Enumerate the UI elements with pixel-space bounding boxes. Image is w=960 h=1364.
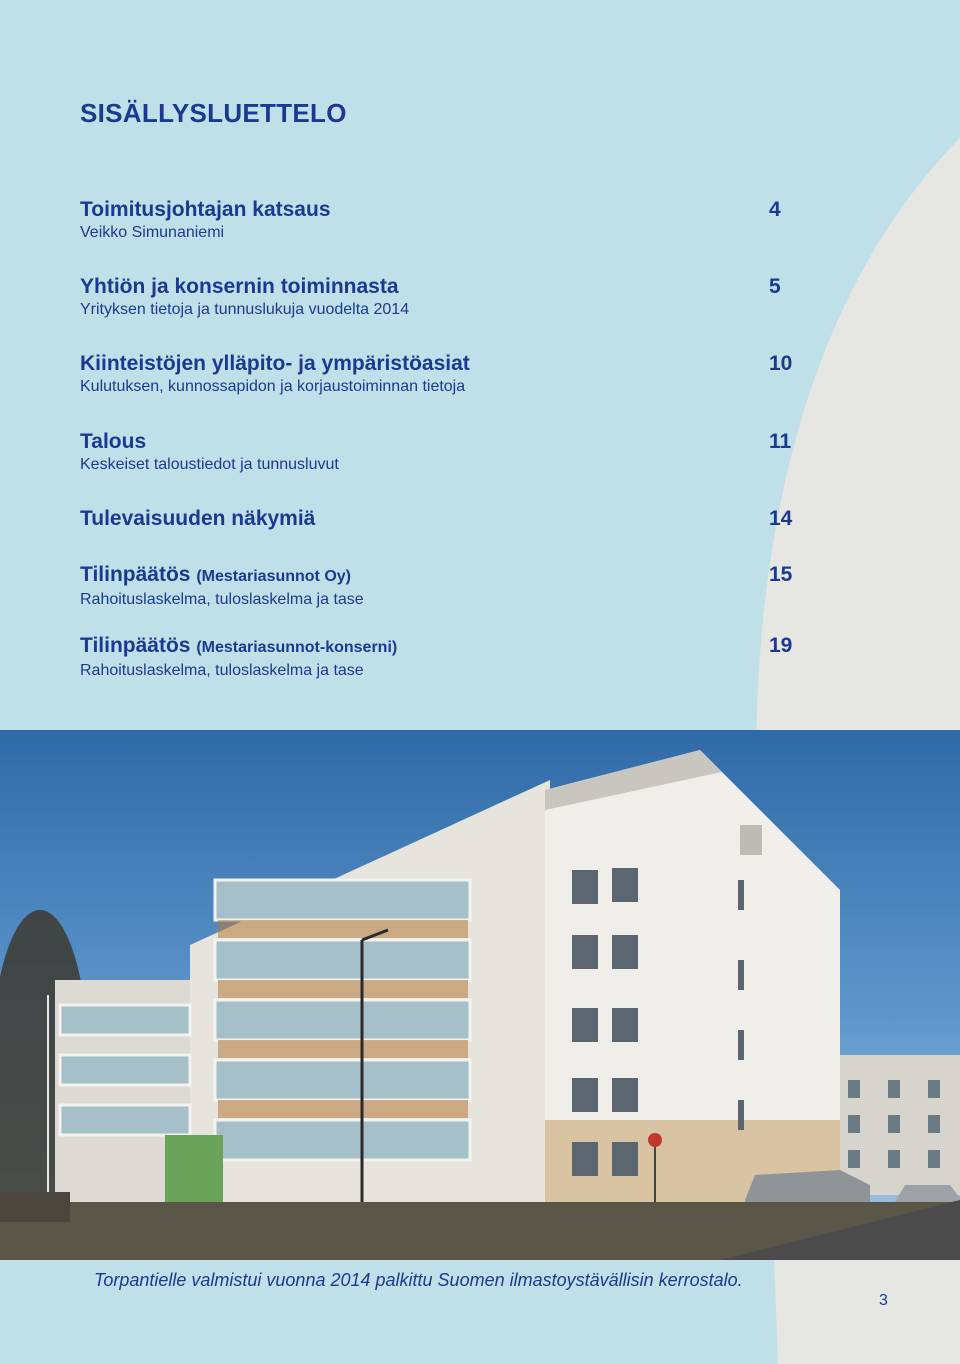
toc-entry-page-number: 10 bbox=[769, 352, 793, 375]
toc-entry-subtitle: Veikko Simunaniemi bbox=[80, 224, 225, 241]
page-number: 3 bbox=[879, 1292, 888, 1309]
toc-entry-subtitle: Rahoituslaskelma, tuloslaskelma ja tase bbox=[80, 591, 364, 608]
toc-entry bbox=[80, 507, 800, 531]
toc-entry-heading: Talous bbox=[80, 430, 147, 453]
toc-entry-heading-main: Tilinpäätös bbox=[80, 563, 191, 586]
toc-entry-subtitle: Yrityksen tietoja ja tunnuslukuja vuodelta 2014 bbox=[80, 301, 410, 318]
page-title: SISÄLLYSLUETTELO bbox=[80, 98, 347, 128]
toc-entry bbox=[80, 563, 800, 611]
toc-entry-heading-main: Tilinpäätös bbox=[80, 634, 191, 657]
toc-entry-subtitle: Keskeiset taloustiedot ja tunnusluvut bbox=[80, 456, 339, 473]
toc-entry-subtitle: Kulutuksen, kunnossapidon ja korjaustoiminnan tietoja bbox=[80, 378, 466, 395]
toc-entry-page-number: 4 bbox=[769, 198, 781, 221]
toc-entry bbox=[80, 275, 800, 321]
toc-entry-heading: Yhtiön ja konsernin toiminnasta bbox=[80, 275, 399, 298]
toc-entry-subtitle: Rahoituslaskelma, tuloslaskelma ja tase bbox=[80, 662, 364, 679]
toc-entry-heading: Toimitusjohtajan katsaus bbox=[80, 198, 331, 221]
toc-entry bbox=[80, 634, 800, 682]
toc-entry-heading bbox=[80, 563, 800, 589]
toc-entry-heading-detail: (Mestariasunnot Oy) bbox=[196, 568, 351, 585]
toc-entry-page-number: 5 bbox=[769, 275, 781, 298]
toc-entry bbox=[80, 198, 800, 244]
toc-entry-heading: Tulevaisuuden näkymiä bbox=[80, 507, 316, 530]
toc-entry-heading-detail: (Mestariasunnot-konserni) bbox=[196, 639, 398, 656]
toc-entry bbox=[80, 430, 800, 476]
toc-entry bbox=[80, 352, 800, 398]
toc-entry-page-number: 14 bbox=[769, 507, 793, 530]
toc-entry-page-number: 15 bbox=[769, 563, 793, 586]
building-photo bbox=[0, 730, 960, 1260]
toc-entry-heading: Kiinteistöjen ylläpito- ja ympäristöasiat bbox=[80, 352, 470, 375]
toc-entry-page-number: 11 bbox=[769, 430, 792, 453]
toc-entry-page-number: 19 bbox=[769, 634, 793, 657]
photo-caption: Torpantielle valmistui vuonna 2014 palkittu Suomen ilmastoystävällisin kerrostalo. bbox=[94, 1270, 743, 1290]
toc-entry-heading bbox=[80, 634, 800, 660]
